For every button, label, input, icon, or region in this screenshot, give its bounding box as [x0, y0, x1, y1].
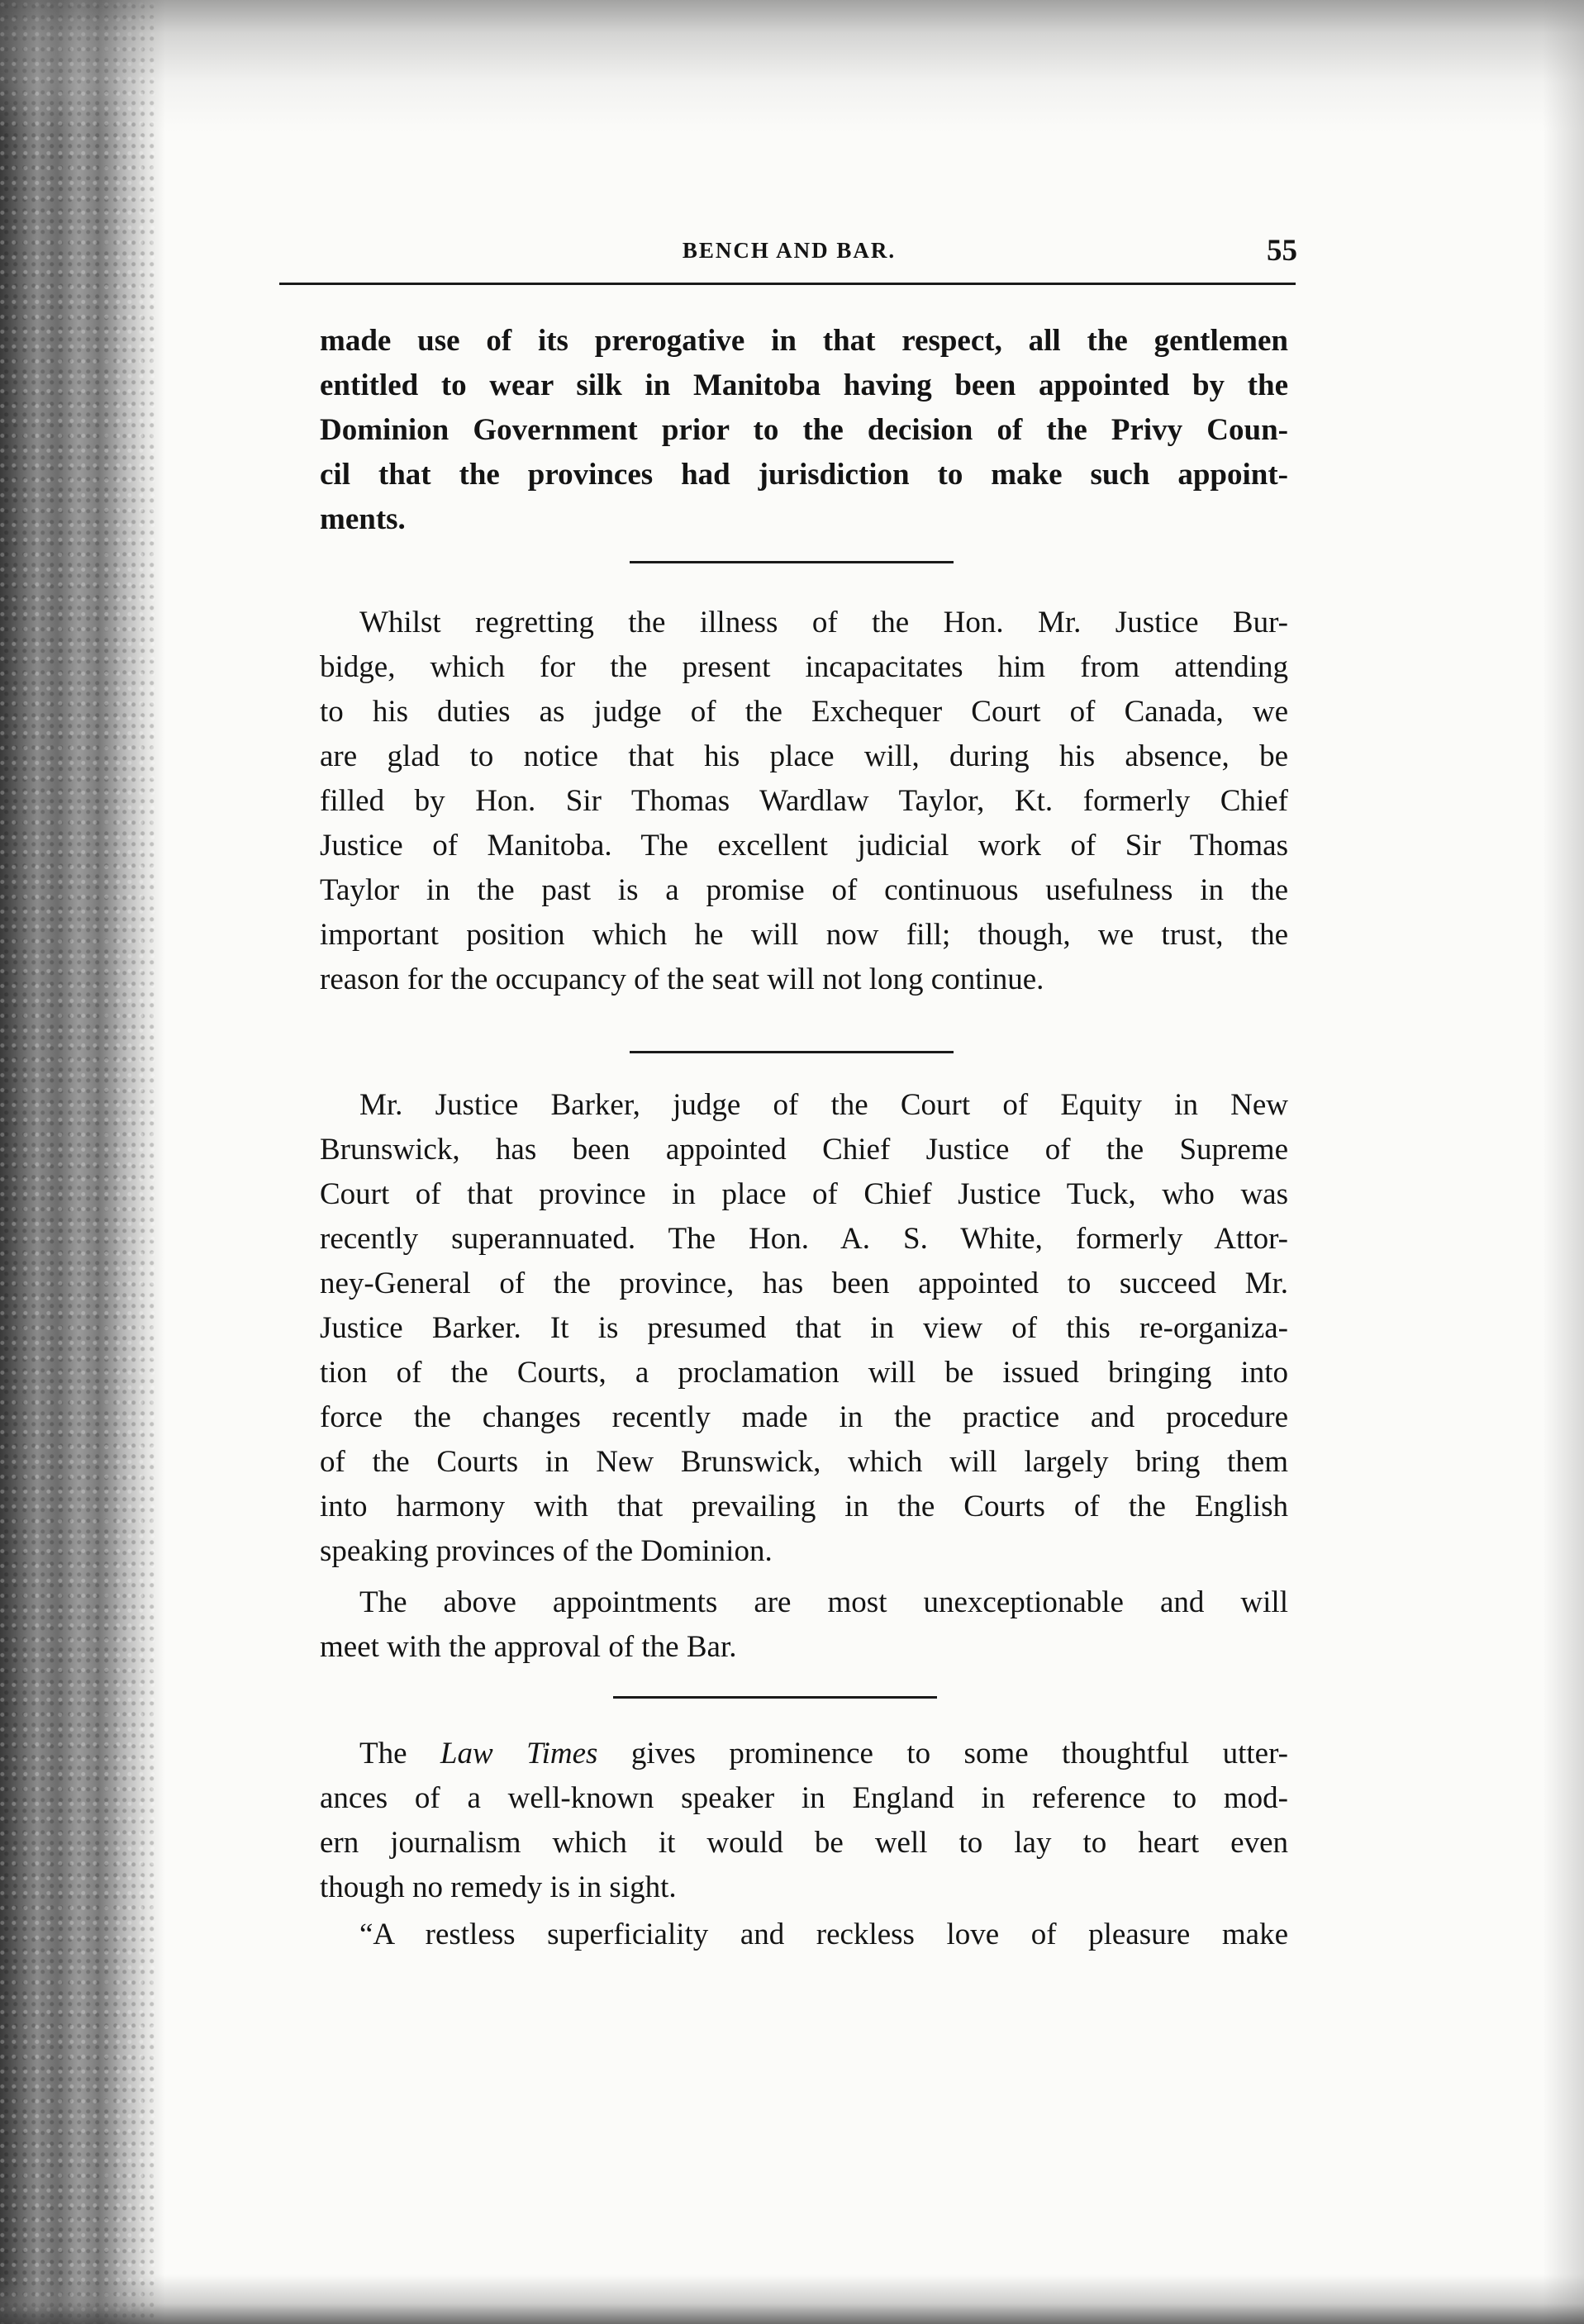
- text-line: force the changes recently made in the practice and procedure: [320, 1400, 1288, 1434]
- text-line: bidge, which for the present incapacitates him from attending: [320, 650, 1288, 684]
- paragraph-justice-burbidge: [320, 601, 1288, 1002]
- text-line: are glad to notice that his place will, during his absence, be: [320, 739, 1288, 773]
- text-line: [320, 1732, 1288, 1776]
- text-line: The above appointments are most unexceptionable and will: [359, 1585, 1288, 1619]
- paragraph-quotation: [320, 1913, 1288, 1957]
- paragraph-silk-appointments: [320, 319, 1288, 542]
- text-line: to his duties as judge of the Exchequer Court of Canada, we: [320, 695, 1288, 729]
- text-line: Whilst regretting the illness of the Hon. Mr. Justice Bur-: [359, 606, 1288, 639]
- text-run: gives prominence to some thoughtful utter-: [597, 1737, 1288, 1770]
- right-scan-shadow: [1543, 0, 1584, 2324]
- text-line: tion of the Courts, a proclamation will be issued bringing into: [320, 1356, 1288, 1390]
- text-line: Mr. Justice Barker, judge of the Court of Equity in New: [359, 1088, 1288, 1122]
- section-divider: [613, 1696, 937, 1699]
- publication-title: Law Times: [440, 1737, 598, 1770]
- text-run: The: [359, 1737, 440, 1770]
- bottom-scan-shadow: [0, 2274, 1584, 2324]
- text-line: ney-General of the province, has been appointed to succeed Mr.: [320, 1267, 1288, 1300]
- section-divider: [630, 561, 954, 563]
- text-line: speaking provinces of the Dominion.: [320, 1534, 773, 1568]
- text-line: meet with the approval of the Bar.: [320, 1630, 737, 1664]
- page-number: 55: [1267, 234, 1297, 268]
- running-title: BENCH AND BAR.: [682, 238, 897, 263]
- running-head: [281, 233, 1297, 274]
- text-line: “A restless superficiality and reckless love of pleasure make: [359, 1918, 1288, 1951]
- section-divider: [630, 1051, 954, 1053]
- text-line: recently superannuated. The Hon. A. S. White, formerly Attor-: [320, 1222, 1288, 1256]
- text-line: Dominion Government prior to the decision of the Privy Coun-: [320, 413, 1288, 447]
- paragraph-law-times: [320, 1732, 1288, 1910]
- text-line: filled by Hon. Sir Thomas Wardlaw Taylor, Kt. formerly Chief: [320, 784, 1288, 818]
- text-line: though no remedy is in sight.: [320, 1870, 677, 1904]
- text-line: Taylor in the past is a promise of continuous usefulness in the: [320, 873, 1288, 907]
- text-line: Court of that province in place of Chief Justice Tuck, who was: [320, 1177, 1288, 1211]
- text-line: Justice Barker. It is presumed that in view of this re-organiza-: [320, 1311, 1288, 1345]
- text-line: important position which he will now fill; though, we trust, the: [320, 918, 1288, 952]
- text-line: ments.: [320, 502, 406, 536]
- top-scan-shadow: [0, 0, 1584, 132]
- text-line: made use of its prerogative in that respect, all the gentlemen: [320, 324, 1288, 358]
- binding-texture: [0, 0, 157, 2324]
- text-line: into harmony with that prevailing in the Courts of the English: [320, 1490, 1288, 1523]
- text-line: entitled to wear silk in Manitoba having been appointed by the: [320, 368, 1288, 402]
- text-line: of the Courts in New Brunswick, which will largely bring them: [320, 1445, 1288, 1479]
- text-line: ances of a well-known speaker in England in reference to mod-: [320, 1781, 1288, 1815]
- text-line: reason for the occupancy of the seat will not long continue.: [320, 962, 1044, 996]
- paragraph-appointments-approval: [320, 1580, 1288, 1670]
- text-line: cil that the provinces had jurisdiction to make such appoint-: [320, 458, 1288, 492]
- text-line: ern journalism which it would be well to lay to heart even: [320, 1826, 1288, 1860]
- header-rule: [279, 283, 1296, 285]
- paragraph-justice-barker: [320, 1083, 1288, 1574]
- text-line: Brunswick, has been appointed Chief Justice of the Supreme: [320, 1133, 1288, 1167]
- text-line: Justice of Manitoba. The excellent judicial work of Sir Thomas: [320, 829, 1288, 863]
